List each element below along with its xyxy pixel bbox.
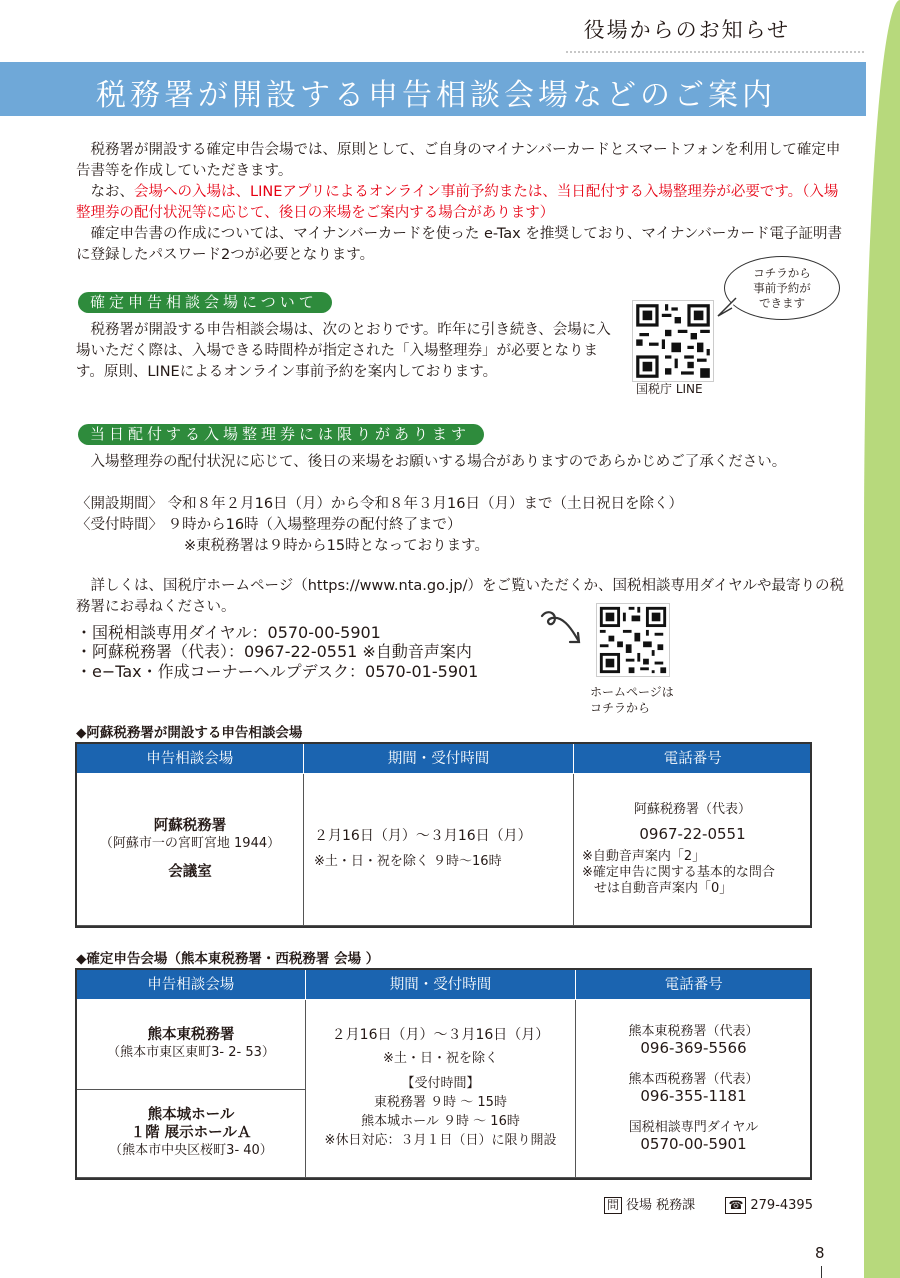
intro-paragraph-2: なお、会場への入場は、LINEアプリによるオンライン事前予約または、当日配付する入場整理券が必要です。（入場整理券の配付状況等に応じて、後日の来場をご案内する場合があります）: [76, 184, 839, 221]
table-header-venue: 申告相談会場: [77, 743, 304, 773]
venue-cell: 阿蘇税務署 （阿蘇市一の宮町宮地 1944） 会議室: [77, 773, 304, 925]
page-number: 8: [815, 1244, 825, 1262]
dotted-divider: [565, 50, 865, 54]
contact-etax-helpdesk: ・e−Tax・作成コーナーヘルプデスク：0570-01-5901: [76, 662, 479, 681]
reservation-bubble: コチラから 事前予約が できます: [724, 256, 840, 320]
section1-body: 税務署が開設する申告相談会場は、次のとおりです。昨年に引き続き、会場に入場いただく際は、入場できる時間枠が指定された「入場整理券」が必要となります。原則、LINEによるオンライン事前予約を案内しております。: [76, 322, 611, 380]
section2-body: 入場整理券の配付状況に応じて、後日の来場をお願いする場合がありますのであらかじめご了承ください。: [90, 454, 787, 470]
table-header-period: 期間・受付時間: [306, 969, 576, 999]
contact-dial: ・国税相談専用ダイヤル：0570-00-5901: [76, 623, 381, 642]
curly-arrow-icon: [538, 606, 588, 654]
footer-department: 役場 税務課: [626, 1198, 696, 1213]
aso-venue-table: [76, 743, 812, 926]
table-header-phone: 電話番号: [574, 743, 812, 773]
section-label: 役場からのお知らせ: [583, 18, 790, 42]
period-cell: ２月16日（月）〜３月16日（月） ※土・日・祝を除く ９時〜16時: [304, 773, 574, 925]
phone-cell: 阿蘇税務署（代表） 0967-22-0551 ※自動音声案内「2」 ※確定申告に関する基本的な問合 せは自動音声案内「0」: [574, 773, 812, 925]
kumamoto-venue-table: [76, 969, 812, 1178]
schedule-note: ※東税務署は９時から15時となっております。: [184, 538, 489, 554]
section-heading-tickets: 当日配付する入場整理券には限りがあります: [78, 424, 484, 445]
intro-paragraph-3: 確定申告書の作成については、マイナンバーカードを使った e-Tax を推奨しており、マイナンバーカード電子証明書に登録したパスワード2つが必要となります。: [76, 226, 843, 263]
schedule-hours: 〈受付時間〉 ９時から16時（入場整理券の配付終了まで）: [76, 517, 462, 533]
venue-cell-hall: 熊本城ホール １階 展示ホールＡ （熊本市中央区桜町3- 40）: [77, 1089, 306, 1177]
intro-red-notice: 会場への入場は、LINEアプリによるオンライン事前予約または、当日配付する入場整理券が必要です。（入場整理券の配付状況等に応じて、後日の来場をご案内する場合があります）: [76, 184, 839, 221]
contact-aso-office: ・阿蘇税務署（代表）：0967-22-0551 ※自動音声案内: [76, 642, 472, 661]
details-text: 詳しくは、国税庁ホームページ（https://www.nta.go.jp/）をご覧いただくか、国税相談専用ダイヤルや最寄りの税務署にお尋ねください。: [76, 578, 845, 615]
table-header-phone: 電話番号: [576, 969, 812, 999]
page-title: 税務署が開設する申告相談会場などのご案内: [96, 78, 776, 113]
table-header-row: [77, 743, 812, 773]
venue-cell-east: 熊本東税務署 （熊本市東区東町3- 2- 53）: [77, 999, 306, 1089]
table-header-period: 期間・受付時間: [304, 743, 574, 773]
intro-paragraph-1: 税務署が開設する確定申告会場では、原則として、ご自身のマイナンバーカードとスマートフォンを利用して確定申告書等を作成していただきます。: [76, 142, 841, 179]
homepage-qr-code[interactable]: [596, 603, 670, 677]
period-cell: ２月16日（月）〜３月16日（月） ※土・日・祝を除く 【受付時間】 東税務署 ９時 〜 15時 熊本城ホール ９時 〜 16時 ※休日対応：３月１日（日）に限り開設: [306, 999, 576, 1177]
page-edge-band: [864, 0, 900, 1278]
phone-cell: 熊本東税務署（代表） 096-369-5566 熊本西税務署（代表） 096-355-1181 国税相談専門ダイヤル 0570-00-5901: [576, 999, 812, 1177]
section-heading-venues: 確定申告相談会場について: [78, 292, 332, 313]
qr-code-icon: [633, 301, 713, 381]
page-tick: [821, 1266, 822, 1278]
footer-tel: 279-4395: [750, 1198, 813, 1213]
table-row: [77, 999, 812, 1089]
line-qr-code[interactable]: [632, 300, 714, 382]
bubble-tail-icon: [716, 296, 738, 318]
table-header-venue: 申告相談会場: [77, 969, 306, 999]
inquiry-mark-icon: 問: [604, 1197, 622, 1214]
footer-contact: [604, 1194, 813, 1214]
phone-icon: ☎: [725, 1197, 746, 1214]
schedule-period: 〈開設期間〉 令和８年２月16日（月）から令和８年３月16日（月）まで（土日祝日を除く）: [76, 496, 684, 512]
line-qr-caption: 国税庁 LINE: [636, 382, 703, 396]
table2-title: ◆確定申告会場（熊本東税務署・西税務署 会場 ）: [76, 951, 380, 967]
table1-title: ◆阿蘇税務署が開設する申告相談会場: [76, 725, 303, 741]
homepage-qr-caption: ホームページは コチラから: [590, 685, 674, 715]
table-row: [77, 773, 812, 925]
table-header-row: [77, 969, 812, 999]
qr-code-icon: [597, 604, 669, 676]
